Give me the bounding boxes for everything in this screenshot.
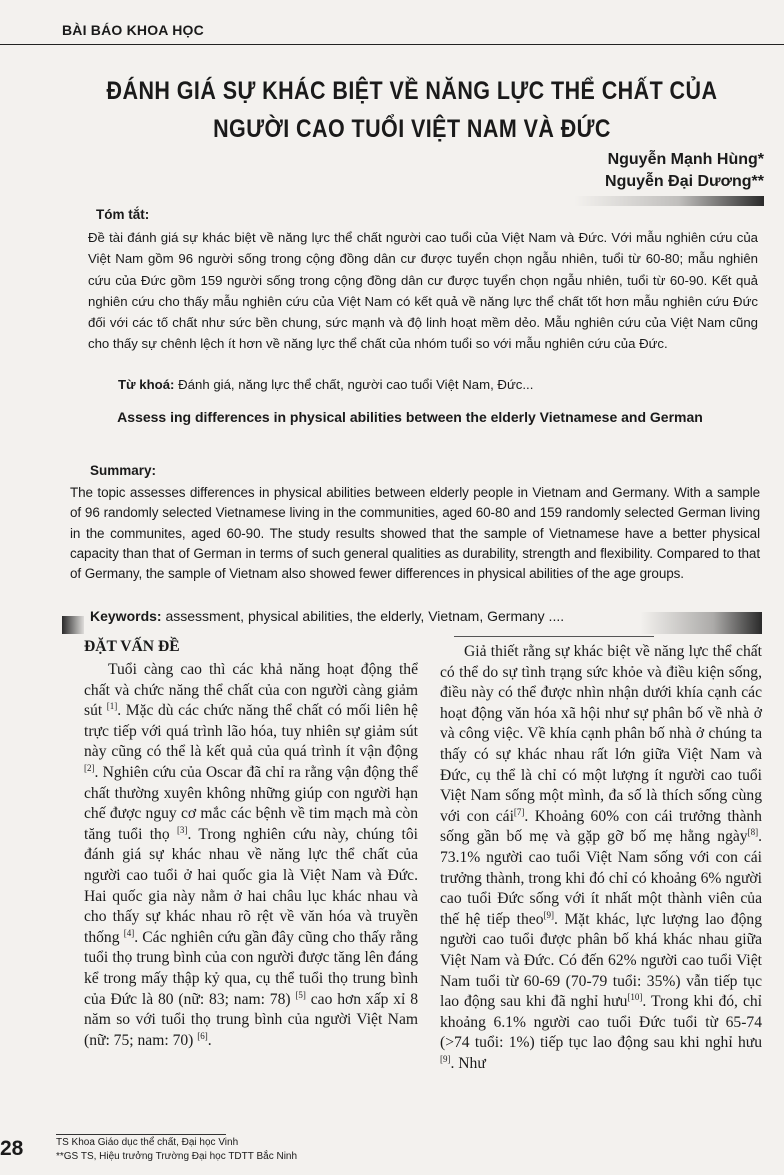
citation-2: [2]: [84, 762, 95, 773]
citation-9: [9]: [543, 909, 555, 920]
section-header: BÀI BÁO KHOA HỌC: [62, 22, 204, 38]
body-heading: ĐẶT VẤN ĐỀ: [84, 638, 180, 655]
right-text-5: . Trong khi đó, chỉ khoảng 6.1% người cao tuổi Đức tuổi từ 65-74 (>74 tuổi: 1%) tiếp tục lao động sau khi nghỉ hưu: [440, 993, 762, 1052]
keywords-bar-left: [62, 616, 84, 634]
keywords-vi-label: Từ khoá:: [118, 377, 175, 392]
citation-1: [1]: [106, 701, 118, 711]
english-title: Assess ing differences in physical abilities between the elderly Vietnamese and German: [117, 409, 703, 425]
left-text-4: . Trong nghiên cứu này, chúng tôi đánh giá sự khác nhau về năng lực thể chất của người cao tuổi ở hai quốc gia là Việt Nam và Đức. Hai quốc gia này nằm ở hai châu lục khác nhau và cho thấy sự khác nhau rõ rệt về văn hóa và truyền thống: [84, 825, 418, 946]
footnote-2: **GS TS, Hiệu trưởng Trường Đại học TDTT Bắc Ninh: [56, 1151, 298, 1162]
summary-label: Summary:: [90, 463, 157, 478]
citation-9b: [9]: [440, 1053, 451, 1064]
keywords-vi: [118, 374, 758, 395]
footnote-rule: [56, 1134, 226, 1135]
abstract-vi-text: Đề tài đánh giá sự khác biệt về năng lực thể chất người cao tuổi của Việt Nam và Đức. Với mẫu nghiên cứu của Việt Nam gồm 96 người sống trong cộng đồng dân cư được tuyển chọn ngẫu nhiên, tuổi từ 60-80; mẫu nghiên cứu của Đức gồm 159 người sống trong cộng đồng dân cư được tuyển chọn ngẫu nhiên, tuổi từ 60-90. Kết quả nghiên cứu cho thấy mẫu nghiên cứu của Việt Nam có kết quả về năng lực thể chất tốt hơn mẫu nghiên cứu Đức đối với các tố chất như sức bền chung, sức mạnh và độ linh hoạt mềm dẻo. Mẫu nghiên cứu của Việt Nam cũng cho thấy sự chênh lệch ít hơn về năng lực thể chất của nhóm tuổi so với mẫu nghiên cứu của Đức.: [88, 230, 758, 352]
citation-10: [10]: [627, 991, 643, 1002]
keywords-bar-right: [640, 612, 762, 634]
left-text-7: .: [207, 1031, 212, 1049]
keywords-vi-text: Đánh giá, năng lực thể chất, người cao tuổi Việt Nam, Đức...: [178, 377, 534, 392]
right-column: [440, 642, 762, 1074]
article-title: ĐÁNH GIÁ SỰ KHÁC BIỆT VỀ NĂNG LỰC THỂ CHẤT CỦA NGƯỜI CAO TUỔI VIỆT NAM VÀ ĐỨC: [106, 77, 718, 143]
summary-text: The topic assesses differences in physical abilities between elderly people in Vietnam and Germany. With a sample of 96 randomly selected Vietnamese living in the communities, aged 60-80 and 159 randomly selected German living in the communites, aged 60-90. The study results showed that the sample of Vietnamese have a better physical capacity than that of German in terms of such general qualities as durability, strength and flexibility. Compared to that of Germany, the sample of Vietnam also showed fewer differences in physical abilities of the age groups.: [70, 485, 760, 582]
keywords-en-label: Keywords:: [90, 608, 162, 624]
right-text-2: . Khoảng 60% con cái trưởng thành sống gần bố mẹ và gặp gỡ bố mẹ hằng ngày: [440, 807, 762, 846]
left-text-2: . Mặc dù các chức năng thể chất có mối liên hệ trực tiếp với quá trình lão hóa, tuy nhiên sự giảm sút này cũng có thể là kết quả của quá trình ít vận động: [84, 702, 418, 761]
right-text-3: . 73.1% người cao tuổi Việt Nam sống với con cái trưởng thành, trong khi đó chỉ có khoảng 6% người cao tuổi Đức sống với ít nhất một thành viên của thế hệ tiếp theo: [440, 828, 762, 928]
abstract-vi-label: Tóm tắt:: [96, 207, 150, 222]
citation-7: [7]: [513, 806, 525, 817]
author-1: Nguyễn Mạnh Hùng*: [607, 151, 764, 168]
header-rule: [0, 44, 784, 45]
right-text-6: . Như: [450, 1054, 486, 1072]
citation-3: [3]: [176, 824, 188, 835]
citation-8: [8]: [747, 827, 759, 838]
left-text-1: Tuổi càng cao thì các khả năng hoạt động thể chất và chức năng thể chất của con người càng giảm sút: [84, 661, 418, 720]
right-text-1: Giả thiết rằng sự khác biệt về năng lực thể chất có thể do sự tình trạng sức khỏe và điều kiện sống, điều này có thể được nhìn nhận dưới khía cạnh các hoạt động văn hóa xã hội như sự phân bố về nhà ở và công việc. Về khía cạnh phân bố nhà ở chúng ta thấy có sự khác nhau rất lớn giữa Việt Nam và Đức, cụ thể là chỉ có một lượng ít người cao tuổi Việt Nam sống một mình, đa số là thích sống cùng với con cái: [440, 643, 762, 825]
keywords-en-text: assessment, physical abilities, the elderly, Vietnam, Germany ....: [165, 608, 565, 624]
left-text-5: . Các nghiên cứu gần đây cũng cho thấy rằng tuổi thọ trung bình của con người được tăng lên đáng kể trong mấy thập kỷ qua, cụ thể tuổi thọ trung bình của Đức là 80 (nữ: 83; nam: 78): [84, 928, 418, 1008]
right-text-4: . Mặt khác, lực lượng lao động người cao tuổi được phân bố khá khác nhau giữa Việt Nam và Đức. Có đến 62% người cao tuổi Việt Nam tuổi từ 60-69 (70-79 tuổi: 35%) vẫn tiếp tục lao động sau khi đã nghỉ hưu: [440, 910, 762, 1011]
page-number: 28: [0, 1137, 24, 1160]
keywords-en: [90, 608, 564, 624]
left-column: [84, 660, 418, 1051]
author-2: Nguyễn Đại Dương**: [605, 173, 764, 190]
citation-5: [5]: [295, 989, 306, 1000]
column-divider: [454, 636, 654, 637]
left-text-6: cao hơn xấp xỉ 8 năm so với tuổi thọ trung bình của người Việt Nam (nữ: 75; nam: 70): [84, 990, 418, 1049]
citation-4: [4]: [123, 927, 135, 938]
left-text-3: . Nghiên cứu của Oscar đã chỉ ra rằng vận động thể chất thường xuyên không những giúp con người hạn chế được nguy cơ mắc các bệnh về tim mạch mà còn tăng tuổi thọ: [84, 763, 418, 843]
decorative-bar: [574, 196, 764, 206]
citation-6: [6]: [197, 1030, 208, 1041]
footnote-1: TS Khoa Giáo dục thể chất, Đại học Vinh: [56, 1137, 239, 1148]
